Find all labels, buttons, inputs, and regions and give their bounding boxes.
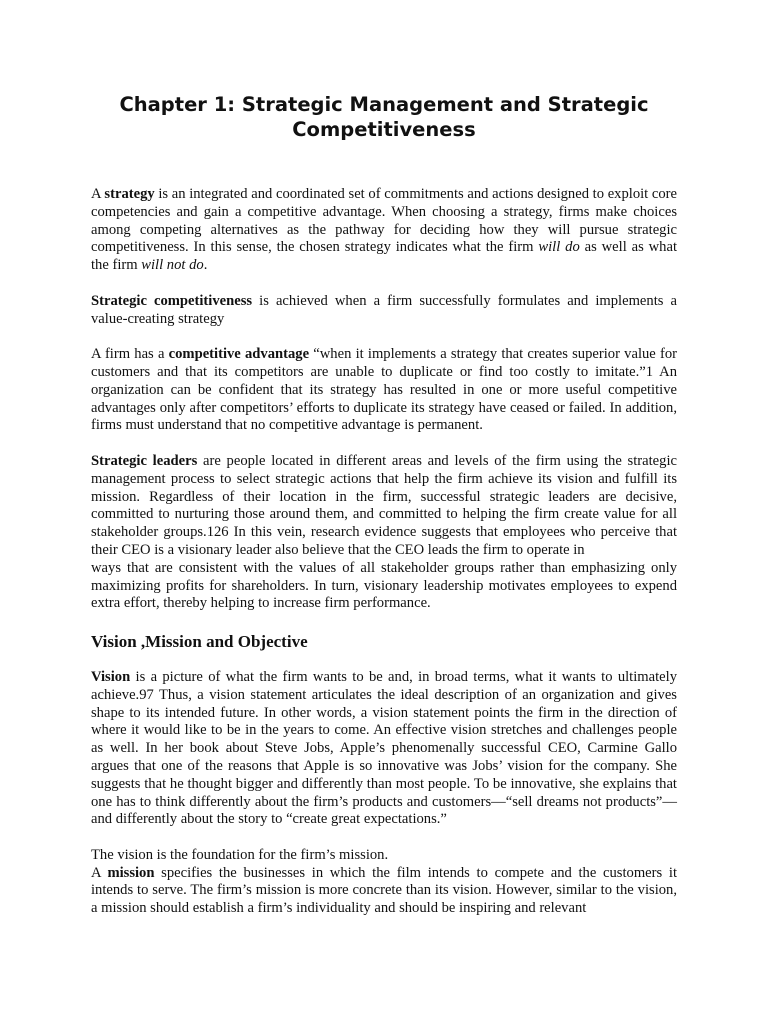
vision-foundation-line: The vision is the foundation for the firm’s mission. — [91, 846, 389, 863]
term-vision: Vision — [91, 668, 131, 685]
text-run: . — [203, 257, 208, 274]
text-run: “when it implements a strategy that creates superior value for customers and that its competitors are unable to duplicate or find too costly to imitate.”1 An organization can be confident that its strategy has resulted in one or more useful competitive advantages only after competitors’ efforts to duplicate its strategy have ceased or failed. In addition, firms must understand that no competitive advantage is permanent. — [91, 346, 677, 434]
emphasis-will-not-do: will not do — [141, 257, 204, 274]
strategic-leaders-continuation: ways that are consistent with the values of all stakeholder groups rather than emphasizing only maximizing profits for shareholders. In turn, visionary leadership motivates employees to expend extra effort, thereby helping to increase firm performance. — [91, 559, 677, 612]
term-strategic-leaders: Strategic leaders — [91, 452, 198, 469]
section-heading: Vision ,Mission and Objective — [91, 631, 308, 651]
text-run: is a picture of what the firm wants to be and, in broad terms, what it wants to ultimately achieve.97 Thus, a vision statement articulates the ideal description of an organization and gives shape to its intended future. In other words, a vision statement points the firm in the direction of where it would like to be in the years to come. An effective vision stretches and challenges people as well. In her book about Steve Jobs, Apple’s phenomenally successful CEO, Carmine Gallo argues that one of the reasons that Apple is so innovative was Jobs’ vision for the company. She suggests that he thought bigger and differently than most people. To be innovative, she explains that one has to think differently about the firm’s products and customers—“sell dreams not products”—and differently about the story to “create great expectations.” — [91, 668, 677, 828]
vision-paragraph — [91, 669, 677, 829]
term-strategy: strategy — [104, 186, 155, 202]
mission-paragraph — [91, 865, 677, 918]
text-run: are people located in different areas and levels of the firm using the strategic management process to select strategic actions that help the firm achieve its vision and fulfill its mission. Regardless of their location in the firm, successful strategic leaders are decisive, committed to nurturing those around them, and committed to helping the firm create value for all stakeholder groups.126 In this vein, research evidence suggests that employees who perceive that their CEO is a visionary leader also believe that the CEO leads the firm to operate in — [91, 452, 677, 558]
text-run: as well as what the firm — [91, 239, 677, 274]
term-competitive-advantage: competitive advantage — [168, 346, 310, 363]
term-mission: mission — [107, 864, 155, 881]
competitive-advantage-paragraph — [91, 346, 677, 435]
text-run: A firm has a — [91, 346, 169, 363]
text-run: A — [91, 864, 108, 881]
text-run: is achieved when a firm successfully formulates and implements a value-creating strategy — [91, 292, 677, 327]
strategic-leaders-paragraph — [91, 453, 677, 560]
strategy-paragraph — [91, 186, 677, 275]
text-run: A — [91, 186, 105, 202]
document-page — [91, 92, 677, 936]
term-strategic-competitiveness: Strategic competitiveness — [91, 292, 253, 309]
text-run: is an integrated and coordinated set of commitments and actions designed to exploit core competencies and gain a competitive advantage. When choosing a strategy, firms make choices among competing alternatives as the pathway for deciding how they will pursue strategic competitiveness. In this sense, the chosen strategy indicates what the firm — [91, 186, 678, 256]
chapter-title: Chapter 1: Strategic Management and Strategic Competitiveness — [119, 93, 649, 141]
strategic-competitiveness-paragraph — [91, 293, 677, 329]
text-run: specifies the businesses in which the film intends to compete and the customers it intends to serve. The firm’s mission is more concrete than its vision. However, similar to the vision, a mission should establish a firm’s individuality and should be inspiring and relevant — [91, 864, 677, 917]
emphasis-will-do: will do — [538, 239, 580, 256]
